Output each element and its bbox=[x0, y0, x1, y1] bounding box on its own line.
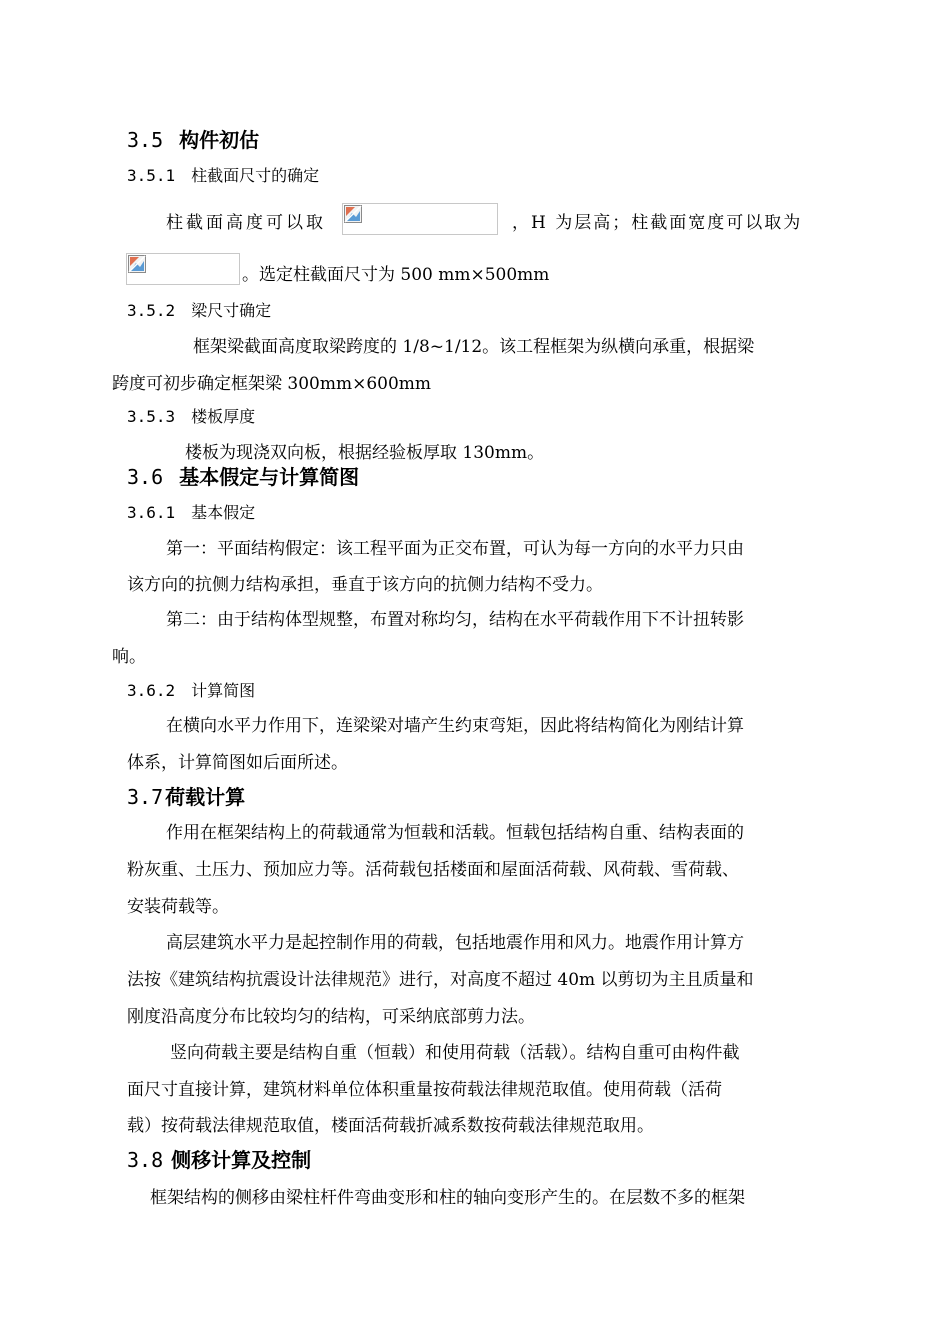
paragraph-line: ，H 为层高；柱截面宽度可以取为 bbox=[512, 213, 803, 233]
broken-image-icon bbox=[128, 255, 146, 273]
paragraph-line: 响。 bbox=[112, 647, 146, 667]
paragraph-line: 粉灰重、土压力、预加应力等。活荷载包括楼面和屋面活荷载、风荷载、雪荷载、 bbox=[127, 860, 739, 880]
paragraph-line: 该方向的抗侧力结构承担，垂直于该方向的抗侧力结构不受力。 bbox=[127, 575, 603, 595]
paragraph-line: 载）按荷载法律规范取值，楼面活荷载折减系数按荷载法律规范取用。 bbox=[127, 1116, 654, 1136]
section-heading-3-5: 3.5 构件初估 bbox=[127, 128, 260, 152]
subsection-heading-3-6-2: 3.6.2 计算简图 bbox=[127, 681, 256, 700]
paragraph-line: 竖向荷载主要是结构自重（恒载）和使用荷载（活载）。结构自重可由构件截 bbox=[170, 1043, 740, 1063]
paragraph-line: 在横向水平力作用下，连梁梁对墙产生约束弯矩，因此将结构简化为刚结计算 bbox=[166, 716, 744, 736]
section-heading-3-7: 3.7 荷载计算 bbox=[127, 785, 246, 809]
paragraph-line: 。选定柱截面尺寸为 500 mm×500mm bbox=[242, 265, 550, 285]
subsection-heading-3-6-1: 3.6.1 基本假定 bbox=[127, 503, 256, 522]
paragraph-line: 安装荷载等。 bbox=[127, 897, 229, 917]
subsection-heading-3-5-1: 3.5.1 柱截面尺寸的确定 bbox=[127, 166, 320, 185]
section-heading-3-6: 3.6 基本假定与计算简图 bbox=[127, 465, 360, 489]
paragraph-line: 法按《建筑结构抗震设计法律规范》进行，对高度不超过 40m 以剪切为主且质量和 bbox=[127, 970, 754, 990]
paragraph-line: 柱截面高度可以取 bbox=[166, 213, 326, 233]
paragraph-line: 高层建筑水平力是起控制作用的荷载，包括地震作用和风力。地震作用计算方 bbox=[166, 933, 744, 953]
paragraph-line: 楼板为现浇双向板，根据经验板厚取 130mm。 bbox=[185, 443, 545, 463]
paragraph-line: 刚度沿高度分布比较均匀的结构，可采纳底部剪力法。 bbox=[127, 1007, 535, 1027]
paragraph-line: 面尺寸直接计算，建筑材料单位体积重量按荷载法律规范取值。使用荷载（活荷 bbox=[127, 1080, 722, 1100]
paragraph-line: 框架梁截面高度取梁跨度的 1/8~1/12。该工程框架为纵横向承重，根据梁 bbox=[193, 337, 755, 357]
paragraph-line: 作用在框架结构上的荷载通常为恒载和活载。恒载包括结构自重、结构表面的 bbox=[166, 823, 744, 843]
section-heading-3-8: 3.8 侧移计算及控制 bbox=[127, 1148, 312, 1172]
paragraph-line: 第二：由于结构体型规整，布置对称均匀，结构在水平荷载作用下不计扭转影 bbox=[166, 610, 744, 630]
paragraph-line: 第一：平面结构假定：该工程平面为正交布置，可认为每一方向的水平力只由 bbox=[166, 539, 744, 559]
formula-image-placeholder bbox=[342, 203, 498, 235]
paragraph-line: 体系，计算简图如后面所述。 bbox=[127, 753, 348, 773]
broken-image-icon bbox=[344, 205, 362, 223]
formula-image-placeholder bbox=[126, 253, 240, 285]
subsection-heading-3-5-2: 3.5.2 梁尺寸确定 bbox=[127, 301, 272, 320]
paragraph-line: 框架结构的侧移由梁柱杆件弯曲变形和柱的轴向变形产生的。在层数不多的框架 bbox=[150, 1188, 745, 1208]
paragraph-line: 跨度可初步确定框架梁 300mm×600mm bbox=[112, 374, 432, 394]
subsection-heading-3-5-3: 3.5.3 楼板厚度 bbox=[127, 407, 256, 426]
